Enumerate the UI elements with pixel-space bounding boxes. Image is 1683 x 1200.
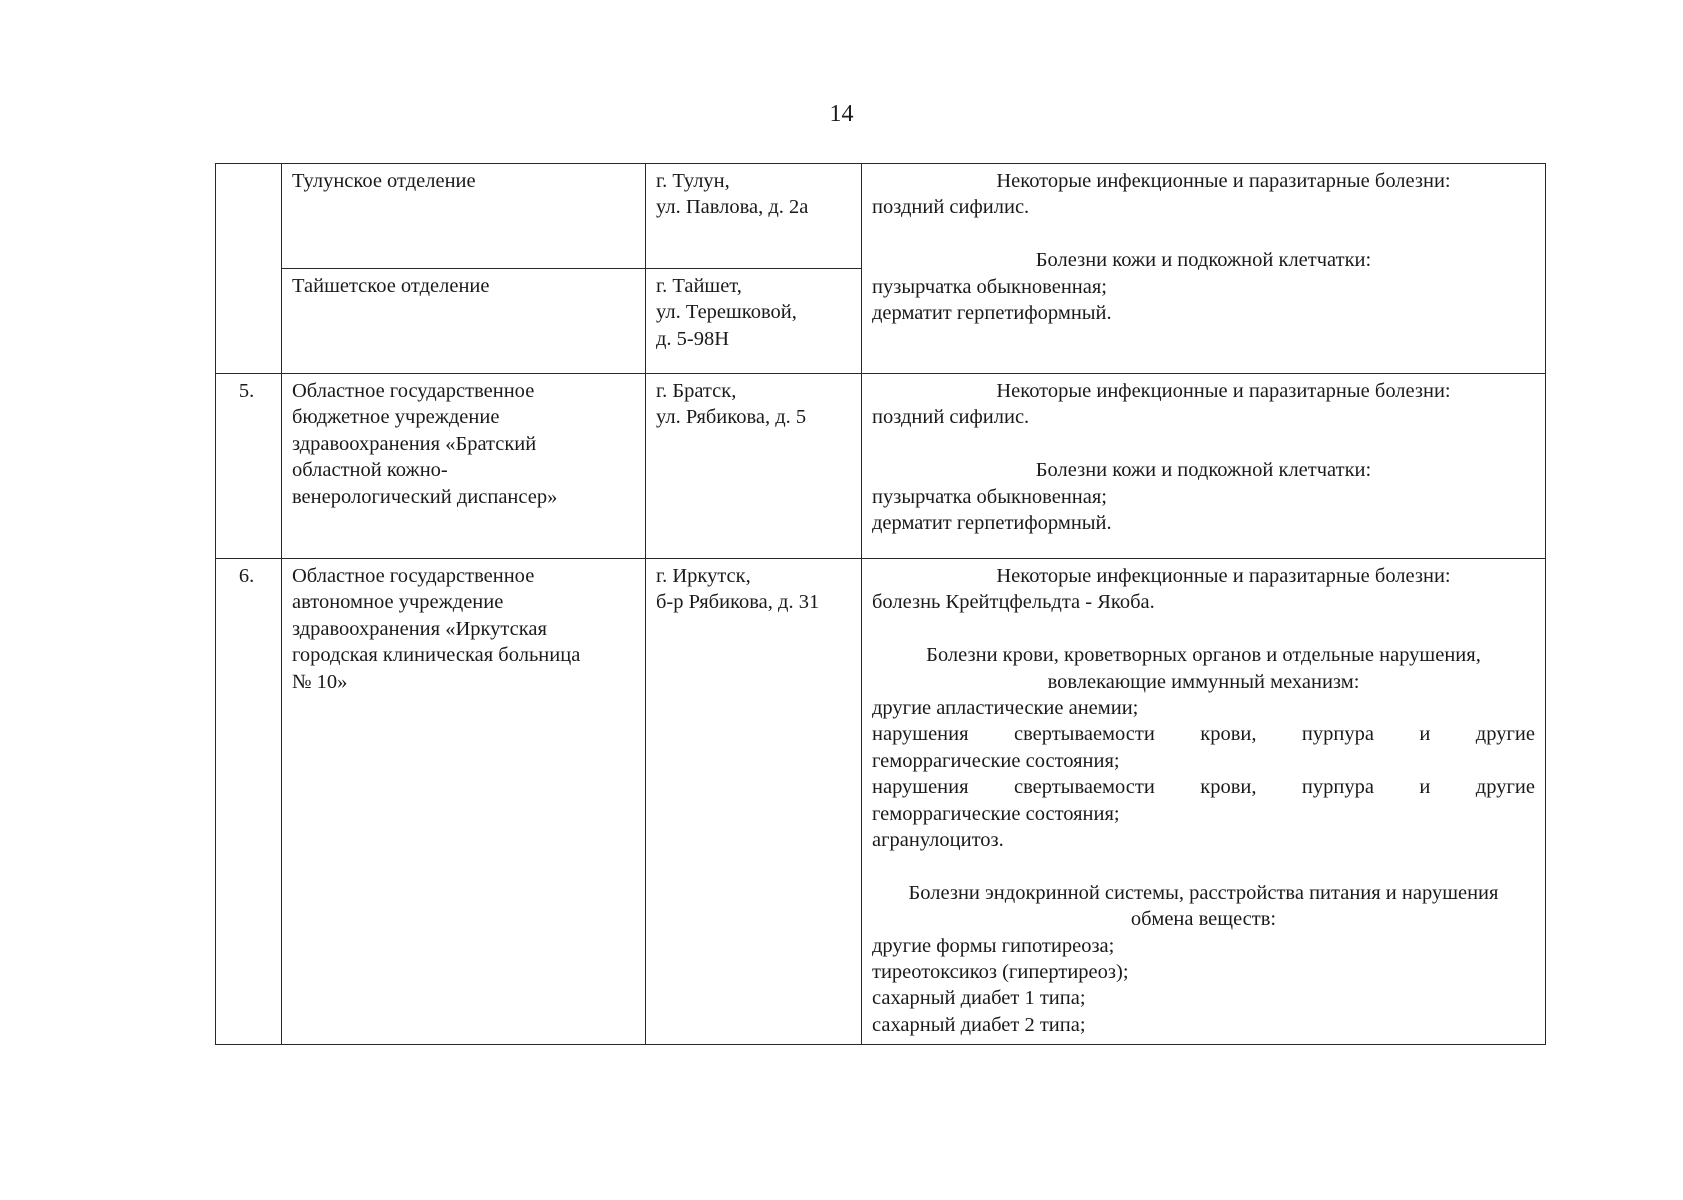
disease-group-heading: Некоторые инфекционные и паразитарные болезни: — [996, 380, 1451, 402]
word: нарушения — [872, 776, 969, 799]
organization-name-line: областной кожно- — [292, 459, 448, 482]
disease-item — [872, 721, 1535, 747]
address-line: ул. Павлова, д. 2а — [656, 196, 809, 219]
table-row — [216, 164, 1546, 269]
disease-group-heading: Болезни кожи и подкожной клетчатки: — [1035, 459, 1372, 482]
address-line: ул. Терешковой, — [656, 301, 797, 324]
disease-group-heading: Некоторые инфекционные и паразитарные болезни: — [996, 565, 1451, 587]
organization-name-line: венерологический диспансер» — [292, 485, 558, 508]
organization-name-line: здравоохранения «Иркутская — [292, 617, 547, 640]
organization-cell — [282, 374, 646, 559]
disease-item: другие апластические анемии; — [872, 697, 1139, 720]
word: крови, — [1200, 723, 1257, 746]
word: другие — [1475, 723, 1535, 746]
disease-item: пузырчатка обыкновенная; — [872, 275, 1107, 298]
disease-group-heading: Болезни эндокринной системы, расстройства питания и нарушения — [908, 881, 1499, 904]
disease-item: дерматит герпетиформный. — [872, 302, 1112, 325]
disease-item: тиреотоксикоз (гипертиреоз); — [872, 961, 1129, 984]
word: и — [1419, 723, 1431, 746]
word: пурпура — [1301, 776, 1374, 799]
word: свертываемости — [1013, 723, 1155, 746]
table-row — [216, 559, 1546, 1045]
organization-name-line: городская клиническая больница — [292, 644, 581, 667]
word: свертываемости — [1013, 776, 1155, 799]
disease-item — [872, 774, 1535, 800]
address-line: д. 5-98Н — [656, 327, 730, 350]
word: другие — [1475, 776, 1535, 799]
row-number-cell — [216, 374, 282, 559]
disease-group-heading: вовлекающие иммунный механизм: — [1047, 670, 1360, 693]
address-line: г. Братск, — [656, 380, 737, 402]
row-number-cell — [216, 164, 282, 374]
row-number: 5. — [238, 380, 255, 402]
address-line: г. Иркутск, — [656, 565, 751, 587]
address-line: г. Тайшет, — [656, 275, 742, 297]
organization-name-line: бюджетное учреждение — [292, 406, 500, 429]
organization-name-line: Областное государственное — [292, 565, 535, 587]
row-number-cell — [216, 559, 282, 1045]
disease-item: поздний сифилис. — [872, 406, 1030, 429]
organization-cell — [282, 269, 646, 374]
word: пурпура — [1301, 723, 1374, 746]
facility-table — [215, 163, 1546, 1045]
organization-name-line: № 10» — [292, 670, 348, 693]
disease-item: сахарный диабет 1 типа; — [872, 987, 1086, 1010]
organization-name-line: Тулунское отделение — [292, 170, 476, 192]
diseases-cell — [862, 374, 1546, 559]
organization-cell — [282, 164, 646, 269]
disease-group-heading: обмена веществ: — [1130, 908, 1277, 931]
address-cell — [646, 559, 862, 1045]
address-cell — [646, 269, 862, 374]
disease-group-heading: Некоторые инфекционные и паразитарные болезни: — [996, 170, 1451, 192]
address-cell — [646, 374, 862, 559]
word: нарушения — [872, 723, 969, 746]
disease-item-continuation: геморрагические состояния; — [872, 749, 1120, 772]
disease-item-continuation: геморрагические состояния; — [872, 802, 1120, 825]
address-line: ул. Рябикова, д. 5 — [656, 406, 807, 429]
disease-item: поздний сифилис. — [872, 196, 1030, 219]
disease-group-heading: Болезни крови, кроветворных органов и отдельные нарушения, — [926, 644, 1481, 667]
word: крови, — [1200, 776, 1257, 799]
organization-name-line: Областное государственное — [292, 380, 535, 402]
address-line: г. Тулун, — [656, 170, 730, 192]
disease-item: сахарный диабет 2 типа; — [872, 1013, 1086, 1036]
disease-item: пузырчатка обыкновенная; — [872, 485, 1107, 508]
address-line: б-р Рябикова, д. 31 — [656, 591, 820, 614]
word: и — [1419, 776, 1431, 799]
disease-item: другие формы гипотиреоза; — [872, 934, 1115, 957]
address-cell — [646, 164, 862, 269]
diseases-cell — [862, 164, 1546, 374]
disease-item: дерматит герпетиформный. — [872, 512, 1112, 535]
diseases-cell — [862, 559, 1546, 1045]
row-number: 6. — [238, 565, 255, 587]
disease-item: агранулоцитоз. — [872, 829, 1004, 852]
table-row — [216, 374, 1546, 559]
organization-name-line: здравоохранения «Братский — [292, 432, 537, 455]
organization-name-line: автономное учреждение — [292, 591, 504, 614]
disease-item: болезнь Крейтцфельдта - Якоба. — [872, 591, 1155, 614]
organization-cell — [282, 559, 646, 1045]
disease-group-heading: Болезни кожи и подкожной клетчатки: — [1035, 249, 1372, 272]
page-number: 14 — [829, 101, 854, 127]
organization-name-line: Тайшетское отделение — [292, 275, 490, 297]
